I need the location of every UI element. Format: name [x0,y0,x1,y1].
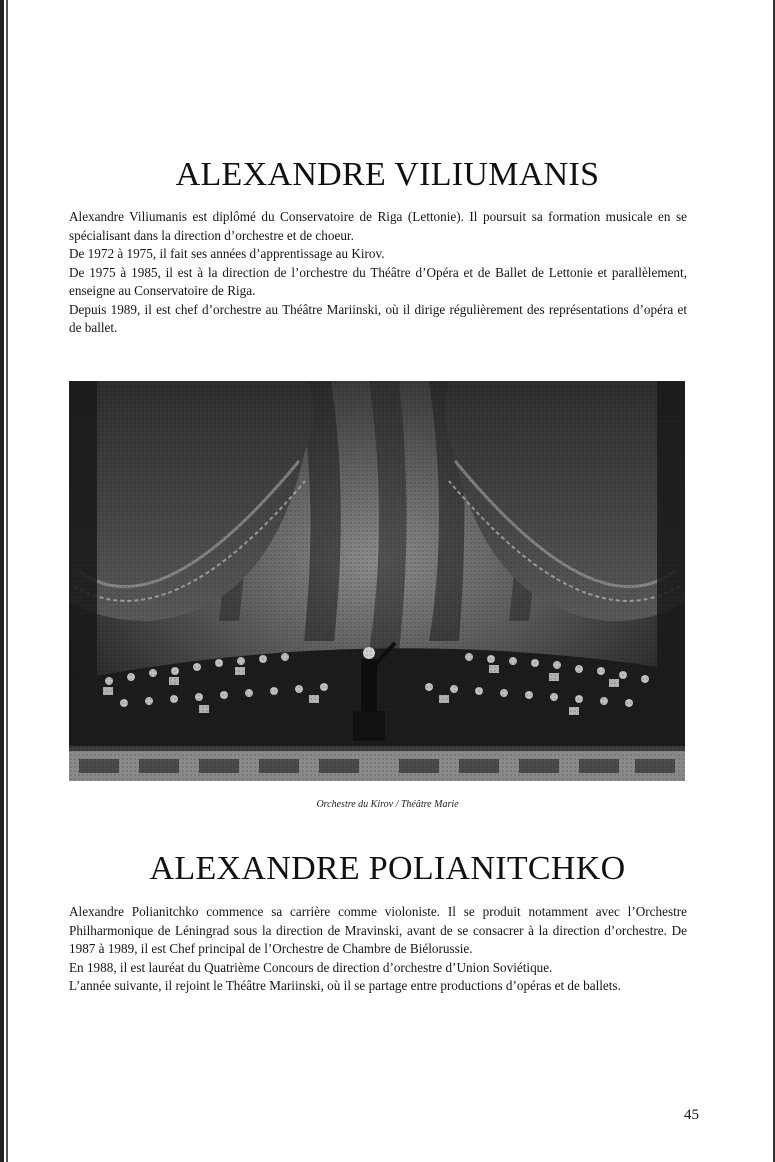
section-title-polianitchko: ALEXANDRE POLIANITCHKO [149,850,626,887]
bio-polianitchko [69,903,687,996]
orchestra-photo-illustration [69,381,685,781]
halftone-overlay [69,381,685,781]
photo-caption: Orchestre du Kirov / Théâtre Marie [316,799,459,810]
bio-viliumanis [69,208,687,338]
bio-paragraph: Alexandre Viliumanis est diplômé du Conservatoire de Riga (Lettonie). Il poursuit sa formation musicale en se spécialisant dans la direction d’orchestre et de choeur. [69,209,687,243]
orchestra-photo [69,381,685,781]
bio-paragraph: Alexandre Polianitchko commence sa carrière comme violoniste. Il se produit notamment avec l’Orchestre Philharmonique de Léningrad sous la direction de Mravinski, avant de se consacrer à la direction d’orchestre. De 1987 à 1989, il est Chef principal de l’Orchestre de Chambre de Biélorussie. [69,904,687,956]
bio-paragraph: De 1975 à 1985, il est à la direction de l’orchestre du Théâtre d’Opéra et de Ballet de Lettonie et parallèlement, enseigne au Conservatoire de Riga. [69,264,687,298]
page-number: 45 [684,1107,699,1123]
bio-paragraph: Depuis 1989, il est chef d’orchestre au Théâtre Mariinski, où il dirige régulièrement des représentations d’opéra et de ballet. [69,301,687,335]
bio-paragraph: De 1972 à 1975, il fait ses années d’apprentissage au Kirov. [69,246,385,261]
section-title-viliumanis: ALEXANDRE VILIUMANIS [175,156,600,193]
bio-paragraph: En 1988, il est lauréat du Quatrième Concours de direction d’orchestre d’Union Soviétique. [69,959,553,975]
bio-paragraph: L’année suivante, il rejoint le Théâtre Mariinski, où il se partage entre productions d’opéras et de ballets. [69,978,621,993]
